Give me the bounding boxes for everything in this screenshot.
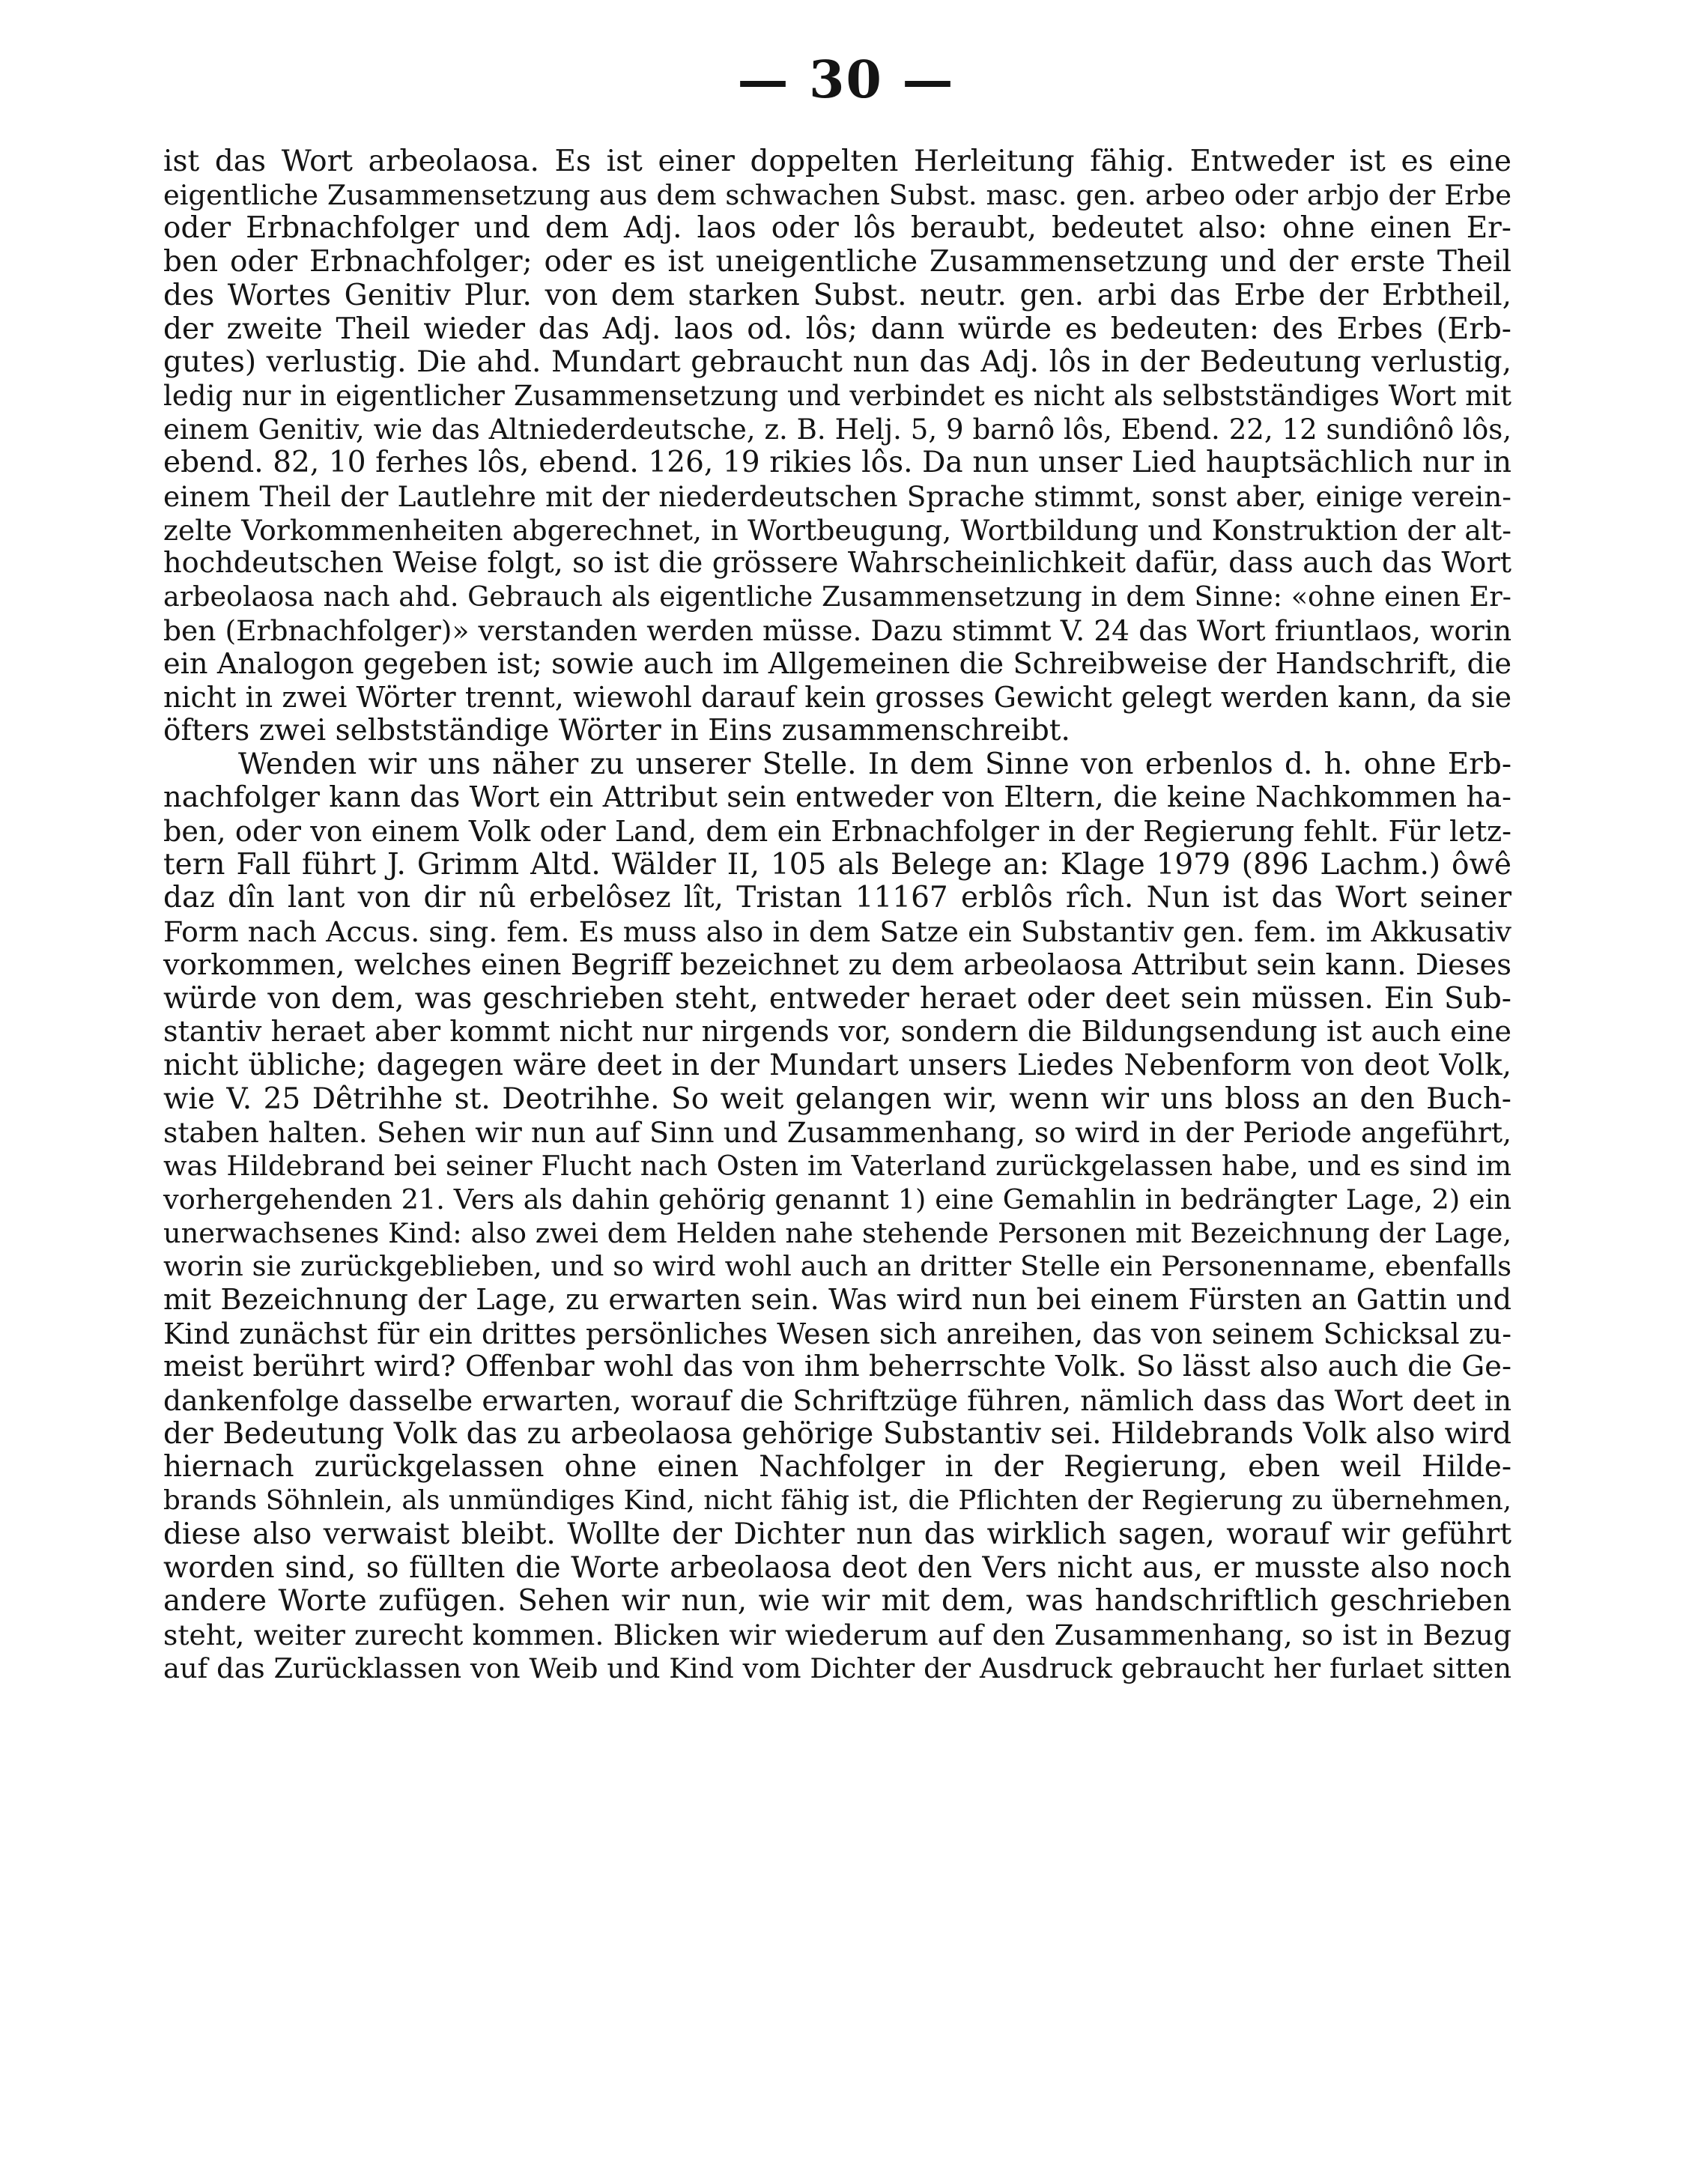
text-line: was Hildebrand bei seiner Flucht nach Osten im Vaterland zurückgelassen habe, und es sind im — [163, 1150, 1511, 1183]
text-line: ben oder Erbnachfolger; oder es ist uneigentliche Zusammensetzung und der erste Theil — [163, 245, 1511, 279]
text-line: andere Worte zufügen. Sehen wir nun, wie wir mit dem, was handschriftlich geschrieben — [163, 1584, 1511, 1619]
paragraph-end-line: öfters zwei selbstständige Wörter in Eins zusammenschreibt. — [163, 713, 1070, 747]
text-line: Kind zunächst für ein drittes persönliches Wesen sich anreihen, das von seinem Schicksal zu- — [163, 1317, 1511, 1350]
text-line: ledig nur in eigentlicher Zusammensetzung und verbindet es nicht als selbstständiges Wort mit — [163, 379, 1511, 412]
text-line: ebend. 82, 10 ferhes lôs, ebend. 126, 19 rikies lôs. Da nun unser Lied hauptsächlich nur in — [163, 446, 1511, 480]
text-line: wie V. 25 Dêtrihhe st. Deotrihhe. So weit gelangen wir, wenn wir uns bloss an den Buch- — [163, 1082, 1511, 1116]
text-line: zelte Vorkommenheiten abgerechnet, in Wortbeugung, Wortbildung und Konstruktion der alt- — [163, 513, 1511, 547]
text-line: eigentliche Zusammensetzung aus dem schwachen Subst. masc. gen. arbeo oder arbjo der Erbe — [163, 178, 1511, 211]
text-line: ein Analogon gegeben ist; sowie auch im Allgemeinen die Schreibweise der Handschrift, die — [163, 646, 1511, 681]
text-line: der zweite Theil wieder das Adj. laos od. lôs; dann würde es bedeuten: des Erbes (Erb- — [163, 312, 1511, 346]
text-line: oder Erbnachfolger und dem Adj. laos oder lôs beraubt, bedeutet also: ohne einen Er- — [163, 211, 1511, 246]
text-line: ben, oder von einem Volk oder Land, dem ein Erbnachfolger in der Regierung fehlt. Für letz- — [163, 815, 1511, 849]
text-line: diese also verwaist bleibt. Wollte der Dichter nun das wirklich sagen, worauf wir geführt — [163, 1517, 1511, 1551]
text-line: stantiv heraet aber kommt nicht nur nirgends vor, sondern die Bildungsendung ist auch eine — [163, 1016, 1511, 1049]
paragraph-start-line: Wenden wir uns näher zu unserer Stelle. In dem Sinne von erbenlos d. h. ohne Erb- — [238, 747, 1511, 781]
text-line: des Wortes Genitiv Plur. von dem starken Subst. neutr. gen. arbi das Erbe der Erbtheil, — [163, 278, 1511, 312]
text-line: auf das Zurücklassen von Weib und Kind vom Dichter der Ausdruck gebraucht her furlaet sitten — [163, 1651, 1511, 1684]
text-line: unerwachsenes Kind: also zwei dem Helden nahe stehende Personen mit Bezeichnung der Lage, — [163, 1216, 1511, 1249]
text-line: daz dîn lant von dir nû erbelôsez lît, Tristan 11167 erblôs rîch. Nun ist das Wort seiner — [163, 881, 1511, 915]
text-line: nicht übliche; dagegen wäre deet in der Mundart unsers Liedes Nebenform von deot Volk, — [163, 1048, 1511, 1082]
text-line: nachfolger kann das Wort ein Attribut sein entweder von Eltern, die keine Nachkommen ha- — [163, 780, 1511, 815]
page-number: — 30 — — [737, 50, 955, 110]
text-line: der Bedeutung Volk das zu arbeolaosa gehörige Substantiv sei. Hildebrands Volk also wird — [163, 1416, 1511, 1451]
text-line: dankenfolge dasselbe erwarten, worauf die Schriftzüge führen, nämlich dass das Wort deet in — [163, 1384, 1511, 1418]
text-line: nicht in zwei Wörter trennt, wiewohl darauf kein grosses Gewicht gelegt werden kann, da sie — [163, 681, 1511, 715]
text-line: Form nach Accus. sing. fem. Es muss also in dem Satze ein Substantiv gen. fem. im Akkusativ — [163, 915, 1511, 949]
text-line: staben halten. Sehen wir nun auf Sinn und Zusammenhang, so wird in der Periode angeführt, — [163, 1116, 1511, 1150]
text-line: vorhergehenden 21. Vers als dahin gehörig genannt 1) eine Gemahlin in bedrängter Lage, 2) ein — [163, 1183, 1511, 1216]
text-line: meist berührt wird? Offenbar wohl das von ihm beherrschte Volk. So lässt also auch die Ge- — [163, 1350, 1511, 1384]
text-line: hochdeutschen Weise folgt, so ist die grössere Wahrscheinlichkeit dafür, dass auch das Wort — [163, 546, 1511, 580]
text-line: würde von dem, was geschrieben steht, entweder heraet oder deet sein müssen. Ein Sub- — [163, 981, 1511, 1016]
text-line: tern Fall führt J. Grimm Altd. Wälder II, 105 als Belege an: Klage 1979 (896 Lachm.) ôwê — [163, 847, 1511, 882]
text-line: gutes) verlustig. Die ahd. Mundart gebraucht nun das Adj. lôs in der Bedeutung verlustig, — [163, 345, 1511, 380]
body-text — [163, 145, 1511, 1685]
text-line: ben (Erbnachfolger)» verstanden werden müsse. Dazu stimmt V. 24 das Wort friuntlaos, worin — [163, 613, 1511, 647]
text-line: arbeolaosa nach ahd. Gebrauch als eigentliche Zusammensetzung in dem Sinne: «ohne einen Er- — [163, 580, 1511, 613]
text-line: vorkommen, welches einen Begriff bezeichnet zu dem arbeolaosa Attribut sein kann. Dieses — [163, 947, 1511, 982]
text-line: ist das Wort arbeolaosa. Es ist einer doppelten Herleitung fähig. Entweder ist es eine — [163, 145, 1511, 178]
text-line: hiernach zurückgelassen ohne einen Nachfolger in der Regierung, eben weil Hilde- — [163, 1450, 1511, 1484]
text-line: worin sie zurückgeblieben, und so wird wohl auch an dritter Stelle ein Personenname, ebenfalls — [163, 1250, 1511, 1283]
text-line: worden sind, so füllten die Worte arbeolaosa deot den Vers nicht aus, er musste also noch — [163, 1550, 1511, 1585]
text-line: einem Genitiv, wie das Altniederdeutsche, z. B. Helj. 5, 9 barnô lôs, Ebend. 22, 12 sundiônô lôs, — [163, 413, 1511, 446]
text-line: steht, weiter zurecht kommen. Blicken wir wiederum auf den Zusammenhang, so ist in Bezug — [163, 1618, 1511, 1651]
text-line: brands Söhnlein, als unmündiges Kind, nicht fähig ist, die Pflichten der Regierung zu übernehmen, — [163, 1485, 1511, 1517]
text-line: einem Theil der Lautlehre mit der niederdeutschen Sprache stimmt, sonst aber, einige verein- — [163, 480, 1511, 514]
text-line: mit Bezeichnung der Lage, zu erwarten sein. Was wird nun bei einem Fürsten an Gattin und — [163, 1282, 1511, 1317]
